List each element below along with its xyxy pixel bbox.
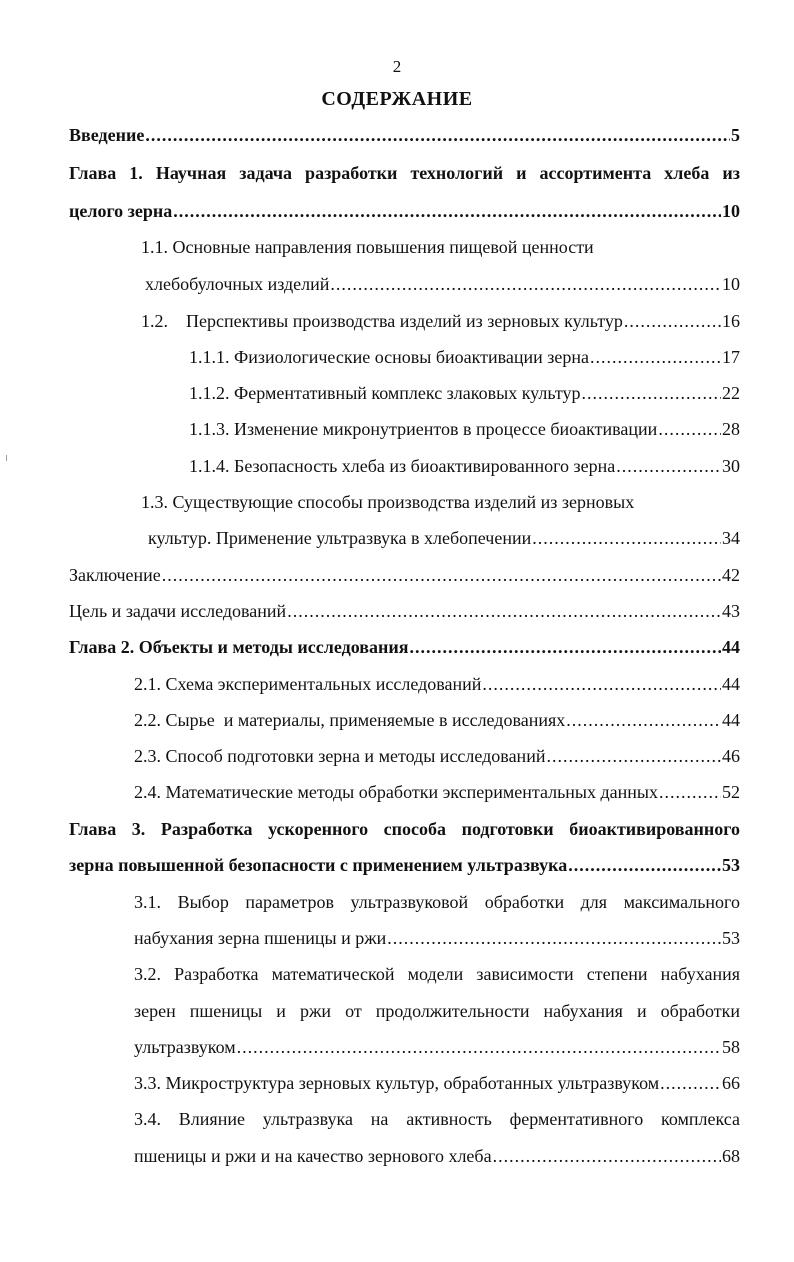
toc-entry-page: 10 bbox=[722, 201, 740, 221]
dot-leader bbox=[546, 743, 721, 769]
toc-entry-page: 44 bbox=[722, 710, 740, 730]
toc-section-2-2 bbox=[134, 707, 740, 733]
toc-entry-page: 17 bbox=[722, 347, 740, 367]
toc-entry-conclusion bbox=[69, 562, 740, 588]
page-number: 2 bbox=[392, 57, 402, 76]
toc-entry-text: 2.1. Схема экспериментальных исследований bbox=[134, 674, 482, 694]
toc-section-1-2 bbox=[141, 308, 740, 334]
toc-entry-page: 10 bbox=[722, 274, 740, 294]
toc-subsection-1-1-1 bbox=[189, 344, 740, 370]
toc-entry-page: 43 bbox=[722, 601, 740, 621]
toc-entry-text: 3.3. Микроструктура зерновых культур, обработанных ультразвуком bbox=[134, 1073, 660, 1093]
dot-leader bbox=[660, 1070, 721, 1096]
toc-chapter-1-heading: Глава 1. Научная задача разработки технологий и ассортимента хлеба из bbox=[69, 163, 740, 183]
toc-chapter-3-heading-cont bbox=[69, 852, 740, 878]
toc-section-3-1-cont bbox=[134, 925, 740, 951]
toc-subsection-1-1-3 bbox=[189, 416, 740, 442]
toc-section-3-2-cont-2 bbox=[134, 1034, 740, 1060]
scan-artifact-mark bbox=[6, 455, 7, 461]
toc-entry-page: 44 bbox=[722, 674, 740, 694]
dot-leader bbox=[590, 344, 721, 370]
toc-entry-page: 30 bbox=[722, 456, 740, 476]
toc-entry-text: культур. Применение ультразвука в хлебопечении bbox=[148, 528, 532, 548]
toc-entry-page: 53 bbox=[722, 855, 740, 875]
dot-leader bbox=[387, 925, 721, 951]
dot-leader bbox=[616, 453, 721, 479]
toc-section-3-4-cont bbox=[134, 1143, 740, 1169]
dot-leader bbox=[582, 380, 721, 406]
toc-entry-page: 34 bbox=[722, 528, 740, 548]
toc-entry-text: Цель и задачи исследований bbox=[69, 601, 287, 621]
dot-leader bbox=[658, 416, 721, 442]
dot-leader bbox=[568, 852, 721, 878]
toc-entry-page: 5 bbox=[731, 125, 740, 145]
toc-section-3-2: 3.2. Разработка математической модели зависимости степени набухания bbox=[134, 964, 740, 984]
dot-leader bbox=[330, 271, 721, 297]
toc-entry-text: 1.1.2. Ферментативный комплекс злаковых культур bbox=[189, 383, 581, 403]
toc-entry-text: набухания зерна пшеницы и ржи bbox=[134, 928, 387, 948]
toc-section-2-4 bbox=[134, 779, 740, 805]
toc-entry-text: Введение bbox=[69, 125, 145, 145]
toc-subsection-1-1-2 bbox=[189, 380, 740, 406]
toc-entry-page: 42 bbox=[722, 565, 740, 585]
toc-entry-text: 1.1.3. Изменение микронутриентов в процессе биоактивации bbox=[189, 419, 658, 439]
toc-entry-page: 16 bbox=[722, 311, 740, 331]
toc-section-2-3 bbox=[134, 743, 740, 769]
toc-entry-text: 1.2. Перспективы производства изделий из зерновых культур bbox=[141, 311, 623, 331]
toc-entry-page: 52 bbox=[722, 782, 740, 802]
toc-entry-text: целого зерна bbox=[69, 201, 173, 221]
toc-chapter-3-heading: Глава 3. Разработка ускоренного способа подготовки биоактивированного bbox=[69, 819, 740, 839]
toc-entry-page: 68 bbox=[722, 1146, 740, 1166]
toc-subsection-1-1-4 bbox=[189, 453, 740, 479]
toc-entry-text: 1.1.1. Физиологические основы биоактивации зерна bbox=[189, 347, 590, 367]
toc-section-2-1 bbox=[134, 671, 740, 697]
toc-entry-page: 46 bbox=[722, 746, 740, 766]
toc-chapter-2-heading bbox=[69, 634, 740, 660]
toc-entry-page: 58 bbox=[722, 1037, 740, 1057]
toc-entry-introduction bbox=[69, 122, 740, 148]
dot-leader bbox=[532, 525, 721, 551]
toc-entry-page: 28 bbox=[722, 419, 740, 439]
toc-entry-goals bbox=[69, 598, 740, 624]
toc-section-1-1-cont bbox=[145, 271, 740, 297]
dot-leader bbox=[624, 308, 721, 334]
toc-title: СОДЕРЖАНИЕ bbox=[321, 88, 473, 110]
toc-section-3-3 bbox=[134, 1070, 740, 1096]
toc-entry-text: 2.2. Сырье и материалы, применяемые в исследованиях bbox=[134, 710, 566, 730]
dot-leader bbox=[145, 122, 730, 148]
toc-entry-text: 2.4. Математические методы обработки экспериментальных данных bbox=[134, 782, 659, 802]
toc-section-1-3: 1.3. Существующие способы производства изделий из зерновых bbox=[141, 492, 635, 512]
toc-section-3-1: 3.1. Выбор параметров ультразвуковой обработки для максимального bbox=[134, 892, 740, 912]
toc-entry-text: зерна повышенной безопасности с применением ультразвука bbox=[69, 855, 568, 875]
toc-entry-text: пшеницы и ржи и на качество зернового хлеба bbox=[134, 1146, 492, 1166]
toc-entry-text: Заключение bbox=[69, 565, 161, 585]
dot-leader bbox=[409, 634, 721, 660]
toc-entry-page: 22 bbox=[722, 383, 740, 403]
toc-entry-text: 1.1.4. Безопасность хлеба из биоактивированного зерна bbox=[189, 456, 616, 476]
dot-leader bbox=[162, 562, 721, 588]
toc-section-3-2-cont: зерен пшеницы и ржи от продолжительности набухания и обработки bbox=[134, 1001, 740, 1021]
toc-entry-text: 2.3. Способ подготовки зерна и методы исследований bbox=[134, 746, 546, 766]
toc-entry-page: 44 bbox=[722, 637, 740, 657]
toc-entry-text: ультразвуком bbox=[134, 1037, 236, 1057]
toc-entry-text: хлебобулочных изделий bbox=[145, 274, 330, 294]
dot-leader bbox=[566, 707, 721, 733]
toc-section-1-1: 1.1. Основные направления повышения пищевой ценности bbox=[141, 237, 594, 257]
toc-entry-page: 53 bbox=[722, 928, 740, 948]
dot-leader bbox=[287, 598, 721, 624]
dot-leader bbox=[237, 1034, 721, 1060]
toc-chapter-1-heading-cont bbox=[69, 198, 740, 224]
dot-leader bbox=[482, 671, 721, 697]
toc-entry-page: 66 bbox=[722, 1073, 740, 1093]
dot-leader bbox=[659, 779, 721, 805]
toc-section-3-4: 3.4. Влияние ультразвука на активность ферментативного комплекса bbox=[134, 1109, 740, 1129]
dot-leader bbox=[173, 198, 721, 224]
dot-leader bbox=[493, 1143, 721, 1169]
toc-entry-text: Глава 2. Объекты и методы исследования bbox=[69, 637, 409, 657]
toc-section-1-3-cont bbox=[148, 525, 740, 551]
